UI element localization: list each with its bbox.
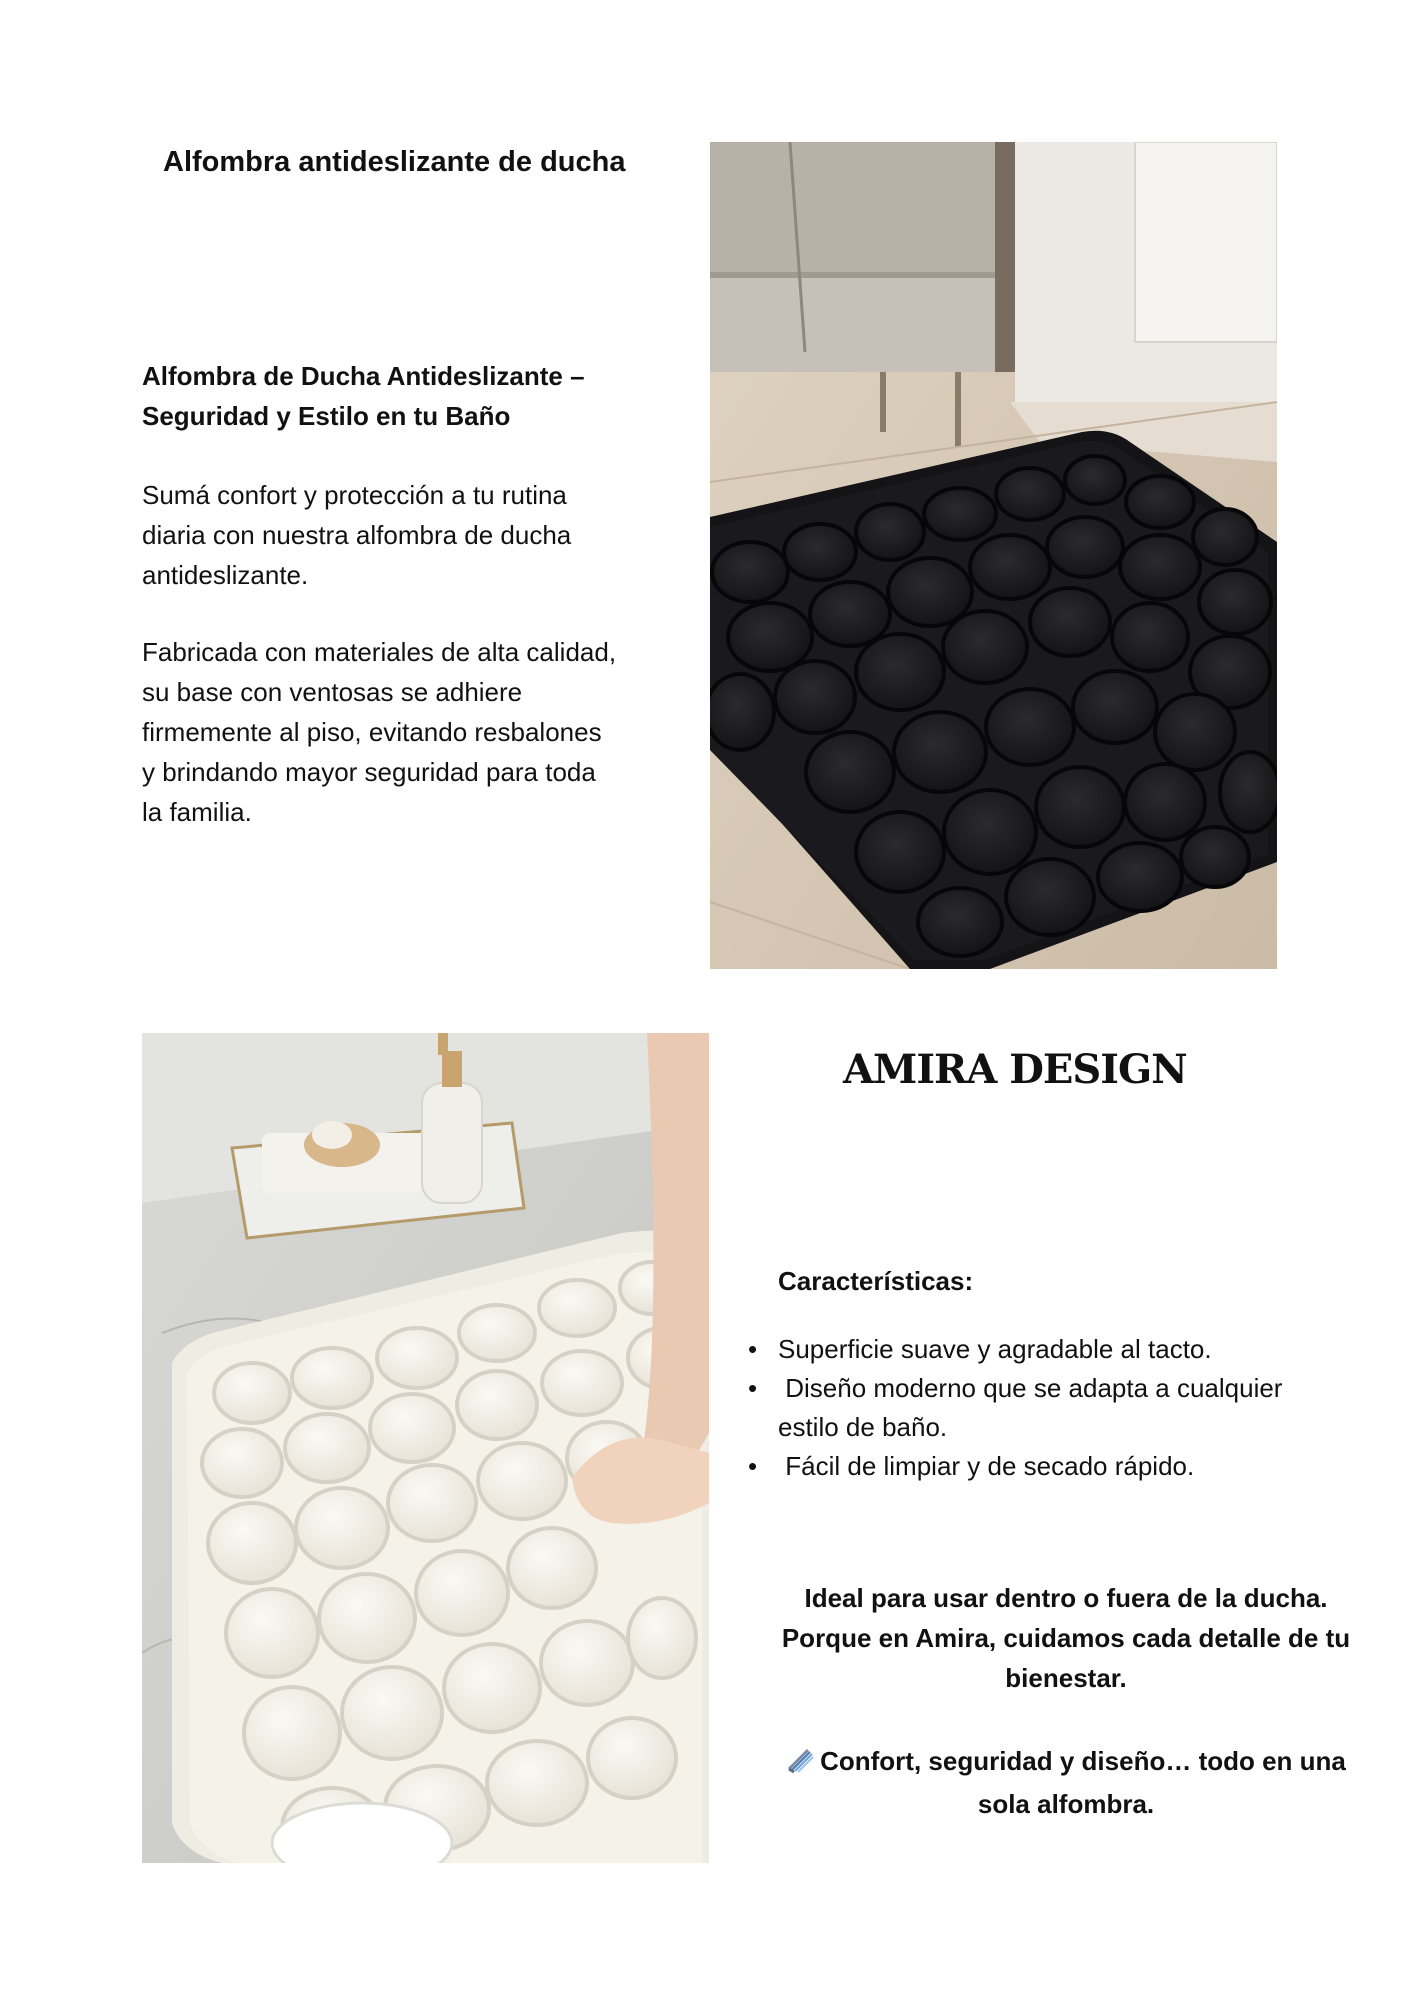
paragraph-line: y brindando mayor seguridad para toda	[142, 757, 596, 787]
document-title: Alfombra antideslizante de ducha	[163, 146, 626, 178]
black-stone-bath-mat-photo	[710, 142, 1277, 969]
list-item	[748, 1447, 1388, 1486]
paragraph-line: Sumá confort y protección a tu rutina	[142, 480, 567, 510]
closing-statement	[740, 1578, 1392, 1698]
tagline-text: Confort, seguridad y diseño… todo en una	[820, 1746, 1346, 1776]
features-list	[748, 1330, 1388, 1486]
closing-line: Ideal para usar dentro o fuera de la ducha.	[804, 1583, 1328, 1613]
tagline	[740, 1741, 1392, 1824]
tagline-line-2: sola alfombra.	[977, 1789, 1155, 1819]
paragraph-line: firmemente al piso, evitando resbalones	[142, 717, 602, 747]
intro-heading-line-1: Alfombra de Ducha Antideslizante –	[142, 361, 585, 391]
intro-heading-line-2: Seguridad y Estilo en tu Baño	[142, 401, 511, 431]
list-item	[748, 1369, 1348, 1447]
brand-name: AMIRA DESIGN	[843, 1046, 1187, 1093]
white-stone-bath-mat-photo	[142, 1033, 709, 1863]
tagline-line-1	[740, 1741, 1392, 1784]
paragraph-line: Fabricada con materiales de alta calidad,	[142, 637, 617, 667]
features-heading: Características:	[778, 1266, 974, 1296]
paragraph-line: antideslizante.	[142, 560, 309, 590]
intro-paragraph-1	[142, 475, 682, 595]
intro-heading	[142, 356, 682, 436]
paragraph-line: la familia.	[142, 797, 252, 827]
list-item	[748, 1330, 1388, 1369]
intro-paragraph-2	[142, 632, 682, 832]
feature-text: Superficie suave y agradable al tacto.	[778, 1334, 1212, 1364]
paragraph-line: su base con ventosas se adhiere	[142, 677, 523, 707]
paragraph-line: diaria con nuestra alfombra de ducha	[142, 520, 572, 550]
closing-line: bienestar.	[1005, 1663, 1127, 1693]
closing-line: Porque en Amira, cuidamos cada detalle de tu	[781, 1623, 1351, 1653]
feature-text: Fácil de limpiar y de secado rápido.	[778, 1451, 1195, 1481]
shower-icon	[786, 1744, 814, 1784]
feature-text: Diseño moderno que se adapta a cualquier estilo de baño.	[778, 1373, 1290, 1442]
